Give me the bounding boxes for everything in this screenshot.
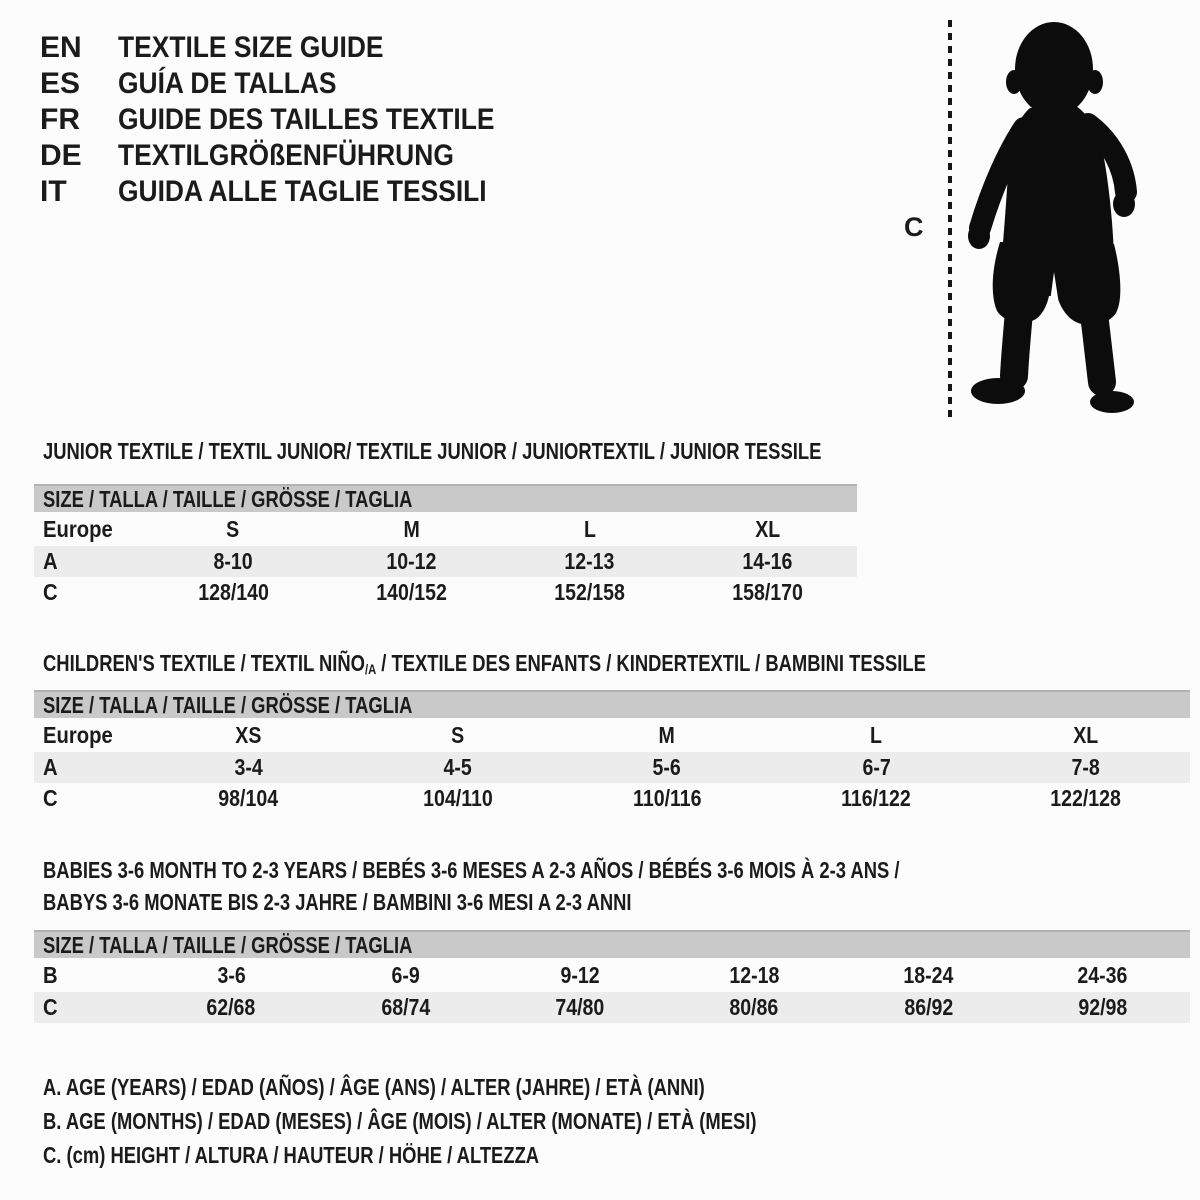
lang-row-it — [40, 174, 546, 210]
table-cell: 80/86 — [729, 994, 779, 1020]
table-cell: 4-5 — [443, 754, 472, 780]
size-column-header: M — [403, 515, 420, 542]
section-babies-textile — [34, 854, 1190, 1023]
table-cell: 122/128 — [1050, 785, 1121, 811]
table-cell: 92/98 — [1078, 994, 1128, 1020]
section-junior-textile — [34, 436, 857, 608]
gender-subscript: /A — [364, 661, 377, 677]
table-cell: 62/68 — [206, 994, 256, 1020]
guide-title: GUIDA ALLE TAGLIE TESSILI — [118, 175, 487, 208]
lang-code: FR — [40, 103, 80, 136]
lang-code: ES — [40, 67, 81, 100]
table-cell: 158/170 — [732, 579, 804, 605]
table-row-age-years — [34, 752, 1190, 783]
table-row-age-months — [34, 958, 1190, 992]
table-cell: 116/122 — [841, 785, 911, 811]
table-row-age-years — [34, 546, 857, 577]
table-cell: 74/80 — [555, 994, 605, 1020]
table-cell: 6-7 — [862, 754, 891, 780]
table-cell: 8-10 — [213, 548, 253, 574]
row-label: A — [43, 548, 58, 574]
row-label: C — [43, 785, 58, 811]
lang-code: IT — [40, 175, 67, 208]
guide-title: GUÍA DE TALLAS — [118, 67, 337, 100]
height-measure-label: C — [904, 212, 924, 242]
lang-row-fr — [40, 102, 546, 138]
table-cell: 152/158 — [554, 579, 625, 605]
table-cell: 5-6 — [652, 754, 682, 780]
lang-row-es — [40, 66, 546, 102]
table-cell: 3-4 — [234, 754, 263, 780]
size-column-header: L — [870, 721, 883, 748]
table-cell: 9-12 — [560, 961, 600, 988]
size-column-header: XL — [755, 515, 781, 542]
table-header-row — [34, 718, 1190, 752]
lang-row-en — [40, 30, 546, 66]
size-column-header: L — [583, 515, 596, 542]
size-header-bar: SIZE / TALLA / TAILLE / GRÖSSE / TAGLIA — [34, 930, 1190, 958]
language-title-block — [40, 30, 546, 210]
table-cell: 12-18 — [729, 961, 780, 988]
row-label: A — [43, 754, 58, 780]
height-measure-dashed-line — [948, 20, 952, 418]
section-title-line1: BABIES 3-6 MONTH TO 2-3 YEARS / BEBÉS 3-6 MESES A 2-3 AÑOS / BÉBÉS 3-6 MOIS À 2-3 ANS / — [43, 857, 900, 883]
table-cell: 7-8 — [1071, 754, 1100, 780]
table-cell: 110/116 — [632, 785, 702, 811]
row-label: C — [43, 994, 58, 1020]
table-cell: 86/92 — [904, 994, 953, 1020]
size-header-bar: SIZE / TALLA / TAILLE / GRÖSSE / TAGLIA — [34, 484, 857, 512]
table-row-height-cm — [34, 992, 1190, 1023]
table-cell: 98/104 — [218, 785, 279, 811]
section-title: CHILDREN'S TEXTILE / TEXTIL $NIÑO_{/A}$ / TEXTILE DES ENFANTS / KINDERTEXTIL / BAMBINI TESSILE — [43, 650, 926, 677]
legend-line-c: C. (cm) HEIGHT / ALTURA / HAUTEUR / HÖHE / ALTEZZA — [43, 1142, 540, 1168]
size-header-bar: SIZE / TALLA / TAILLE / GRÖSSE / TAGLIA — [34, 690, 1190, 718]
guide-title: GUIDE DES TAILLES TEXTILE — [118, 103, 495, 136]
table-cell: 14-16 — [742, 548, 793, 574]
legend-line-b: B. AGE (MONTHS) / EDAD (MESES) / ÂGE (MOIS) / ALTER (MONATE) / ETÀ (MESI) — [43, 1108, 757, 1134]
table-cell: 3-6 — [217, 961, 246, 988]
table-cell: 18-24 — [903, 961, 954, 988]
table-cell: 68/74 — [381, 994, 430, 1020]
table-cell: 104/110 — [422, 785, 493, 811]
table-cell: 140/152 — [376, 579, 447, 605]
measure-legend — [43, 1070, 935, 1172]
size-column-header: XS — [235, 721, 262, 748]
row-label: B — [43, 961, 58, 988]
table-row-height-cm — [34, 577, 857, 608]
size-column-header: S — [226, 515, 240, 542]
region-header-cell: Europe — [43, 721, 113, 748]
table-cell: 12-13 — [564, 548, 615, 574]
lang-code: EN — [40, 31, 82, 64]
table-cell: 6-9 — [391, 961, 420, 988]
size-column-header: XL — [1072, 721, 1098, 748]
section-childrens-textile — [34, 648, 1190, 814]
region-header-cell: Europe — [43, 515, 113, 542]
guide-title: TEXTILGRÖßENFÜHRUNG — [118, 139, 454, 172]
section-title: JUNIOR TEXTILE / TEXTIL JUNIOR/ TEXTILE JUNIOR / JUNIORTEXTIL / JUNIOR TESSILE — [43, 438, 822, 464]
legend-line-a: A. AGE (YEARS) / EDAD (AÑOS) / ÂGE (ANS) / ALTER (JAHRE) / ETÀ (ANNI) — [43, 1074, 705, 1100]
table-cell: 128/140 — [197, 579, 269, 605]
table-header-row — [34, 512, 857, 546]
lang-code: DE — [40, 139, 82, 172]
guide-title: TEXTILE SIZE GUIDE — [118, 31, 384, 64]
lang-row-de — [40, 138, 546, 174]
table-row-height-cm — [34, 783, 1190, 814]
table-cell: 24-36 — [1077, 961, 1128, 988]
row-label: C — [43, 579, 58, 605]
size-column-header: S — [451, 721, 465, 748]
section-title-line2: BABYS 3-6 MONATE BIS 2-3 JAHRE / BAMBINI 3-6 MESI A 2-3 ANNI — [43, 889, 632, 915]
toddler-silhouette — [964, 16, 1140, 418]
size-column-header: M — [658, 721, 676, 748]
table-cell: 10-12 — [386, 548, 437, 574]
